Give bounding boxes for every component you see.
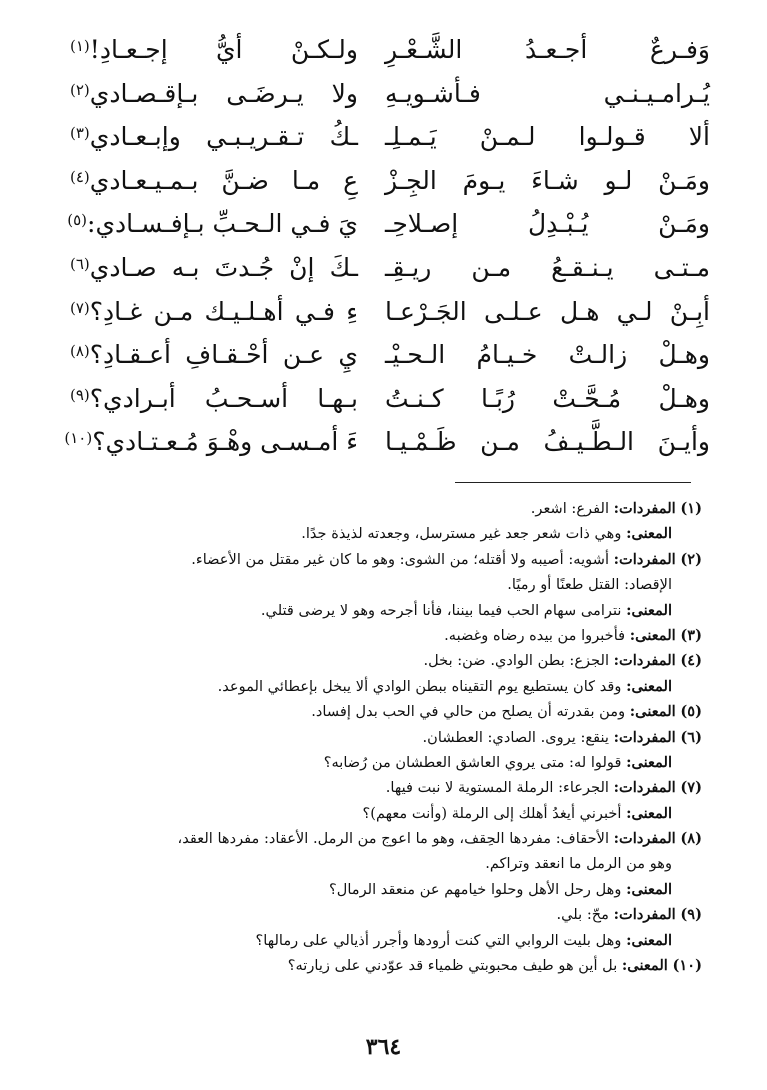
verse-first-hemistich: أبِـنْ لـي هـل عـلـى الجَـرْعـا xyxy=(385,296,710,326)
verse xyxy=(67,204,710,248)
footnote-label: المفردات: xyxy=(613,906,676,924)
footnote-text: وهل رحل الأهل وحلوا خيامهم عن منعقد الرمال؟ xyxy=(328,880,622,898)
footnote-number: (٢) xyxy=(680,550,702,568)
verse-second-hemistich xyxy=(70,74,358,114)
verse xyxy=(70,379,710,423)
hemistich-text: ولـكـنْ أيُّ إجـعـادِ! xyxy=(89,35,358,64)
footnote-label: المعنى: xyxy=(626,804,672,822)
footnote-label: المعنى: xyxy=(626,880,672,898)
footnote-number: (١٠) xyxy=(672,957,702,975)
footnote-text: وهل بليت الروابي التي كنت أرودها وأجرر أذيالي على رمالها؟ xyxy=(255,931,622,949)
footnote-text: وهي ذات شعر جعد غير مسترسل، وجعدته لذيذة جدًا. xyxy=(301,525,622,543)
verse-second-hemistich xyxy=(70,335,358,375)
verse xyxy=(70,117,710,161)
verse-second-hemistich xyxy=(70,379,358,419)
footnote-text: بل أين هو طيف محبوبتي ظمياء قد عوّدني على زيارته؟ xyxy=(287,957,618,975)
footnote-number: (٤) xyxy=(680,652,702,670)
footnote-label: المعنى: xyxy=(629,703,676,721)
hemistich-text: ءِ فـي أهـلـيـك مـن غـادِ؟ xyxy=(89,296,358,326)
footnote-ref: (٦) xyxy=(70,254,90,273)
footnote-label: المفردات: xyxy=(613,728,676,746)
footnote-ref: (٣) xyxy=(70,124,90,143)
footnote-number: (٩) xyxy=(680,906,702,924)
hemistich-text: بـهـا أسـحـبُ أبـرادي؟ xyxy=(89,383,358,413)
footnote-label: المعنى: xyxy=(626,601,672,619)
footnote-number: (٣) xyxy=(680,626,702,644)
verse xyxy=(70,161,710,205)
footnote-label: المفردات: xyxy=(613,550,676,568)
verse-first-hemistich: وهـلْ زالـتْ خـيـامُ الـحـيْـ xyxy=(385,340,710,370)
footnote-ref: (٥) xyxy=(67,211,88,230)
verse-second-hemistich xyxy=(70,30,358,70)
verse-first-hemistich: ومَـنْ يُـبْـدِلُ إصـلاحِـ xyxy=(385,209,710,239)
footnote-text: الفرع: اشعر. xyxy=(530,500,609,517)
footnote-ref: (١٠) xyxy=(64,429,93,448)
footnote-ref: (٤) xyxy=(70,167,90,186)
footnote-line xyxy=(30,750,702,775)
footnote-text: وهو من الرمل ما انعقد وتراكم. xyxy=(485,855,672,873)
footnote-number: (١) xyxy=(680,500,702,517)
footnote-line xyxy=(30,623,702,648)
footnote-line xyxy=(30,699,702,724)
footnote-line xyxy=(30,826,702,851)
footnote-line xyxy=(30,674,702,699)
footnote-ref: (١) xyxy=(70,37,90,55)
footnote-text: محّ: بلي. xyxy=(556,906,609,924)
footnote-ref: (٩) xyxy=(70,385,90,404)
verse-second-hemistich xyxy=(64,422,358,462)
footnote-text: الإقصاد: القتل طعنًا أو رميًا. xyxy=(507,576,672,594)
verse xyxy=(70,248,710,292)
verse xyxy=(64,422,710,466)
footnote-label: المعنى: xyxy=(626,931,672,949)
footnote-label: المفردات: xyxy=(613,652,676,670)
footnote-line xyxy=(30,902,702,927)
verse-first-hemistich: مـتـى يـنـقـعُ مـن ريـقِـ xyxy=(385,252,710,282)
footnote-label: المفردات: xyxy=(613,500,676,517)
footnote-label: المفردات: xyxy=(613,779,676,797)
footnote-line xyxy=(30,547,702,572)
footnote-text: أشويه: أصيبه ولا أقتله؛ من الشوى: وهو ما كان غير مقتل من الأعضاء. xyxy=(191,550,609,568)
footnote-label: المعنى: xyxy=(621,957,668,975)
poem xyxy=(64,30,710,466)
footnotes xyxy=(30,496,702,978)
verse xyxy=(70,335,710,379)
footnote-label: المعنى: xyxy=(629,626,676,644)
verse-second-hemistich xyxy=(67,204,358,244)
verse-second-hemistich xyxy=(70,248,358,288)
footnote-line xyxy=(30,648,702,673)
footnote-text: فأخبروا من بيده رضاه وغضبه. xyxy=(444,626,626,644)
footnote-text: ينقع: يروى. الصادي: العطشان. xyxy=(422,728,609,746)
verse-second-hemistich xyxy=(70,161,358,201)
footnote-text: الجرعاء: الرملة المستوية لا نبت فيها. xyxy=(385,779,609,797)
hemistich-text: ـكَ إنْ جُـدتَ بـه صـادي xyxy=(89,252,358,282)
verse-second-hemistich xyxy=(70,292,358,332)
verse-second-hemistich xyxy=(70,117,358,157)
verse-first-hemistich: وهـلْ مُـحَّـتْ رُبًـا كـنـتُ xyxy=(385,383,710,413)
footnote-line xyxy=(30,928,702,953)
footnote-text: الجزع: بطن الوادي. ضن: بخل. xyxy=(423,652,609,670)
verse xyxy=(70,74,710,118)
footnote-line xyxy=(30,572,702,597)
verse-first-hemistich: يُـرامـيـنـي فـأشـويـهِ xyxy=(385,78,710,108)
footnote-ref: (٧) xyxy=(70,298,90,317)
footnote-text: نترامى سهام الحب فيما بيننا، فأنا أجرحه وهو لا يرضى قتلي. xyxy=(260,601,622,619)
footnote-line xyxy=(30,725,702,750)
footnote-text: الأحقاف: مفردها الحِقف، وهو ما اعوج من الرمل. الأعقاد: مفردها العقد، xyxy=(177,830,609,848)
footnote-text: ومن بقدرته أن يصلح من حالي في الحب بدل إفساد. xyxy=(311,703,626,721)
footnote-label: المفردات: xyxy=(613,830,676,848)
footnote-number: (٦) xyxy=(680,728,702,746)
verse-first-hemistich: وأيـنَ الـطَّـيـفُ مـن ظَـمْـيـا xyxy=(385,427,710,457)
footnote-number: (٥) xyxy=(680,703,702,721)
footnote-text: وقد كان يستطيع يوم التقيناه ببطن الوادي ألا يبخل بإعطائي الموعد. xyxy=(217,677,622,695)
page-number: ٣٦٤ xyxy=(365,1034,402,1060)
footnote-line xyxy=(30,775,702,800)
verse xyxy=(70,30,710,74)
footnote-text: أخبرني أيغدُ أهلك إلى الرملة (وأنت معهم)؟ xyxy=(362,804,622,822)
footnote-label: المعنى: xyxy=(626,525,672,543)
footnote-ref: (٢) xyxy=(70,80,90,99)
footnote-line xyxy=(30,953,702,978)
footnote-label: المعنى: xyxy=(626,753,672,771)
footnote-line xyxy=(30,521,702,546)
footnote-label: المعنى: xyxy=(626,677,672,695)
footnote-number: (٨) xyxy=(680,830,702,848)
hemistich-text: ءَ أمـسـى وهْـوَ مُـعـتـادي؟ xyxy=(92,427,358,457)
footnote-line xyxy=(30,877,702,902)
footnote-line xyxy=(30,598,702,623)
verse-first-hemistich: ألا قـولـوا لـمـنْ يَـمـلِـ xyxy=(385,122,710,152)
verse xyxy=(70,292,710,336)
footnote-number: (٧) xyxy=(680,779,702,797)
footnote-separator xyxy=(455,482,691,483)
footnote-line xyxy=(30,851,702,876)
footnote-text: قولوا له: متى يروي العاشق العطشان من رُضابه؟ xyxy=(323,753,622,771)
hemistich-text: ولا يـرضَـى بـإقـصـادي xyxy=(89,78,358,108)
verse-first-hemistich: ومَـنْ لـو شـاءَ يـومَ الجِـزْ xyxy=(385,165,710,195)
hemistich-text: عِ مـا ضـنَّ بـمـيـعـادي xyxy=(89,165,358,195)
hemistich-text: ـكُ تـقـريـبـي وإبـعـادي xyxy=(89,122,358,152)
verse-first-hemistich: وَفـرعٌ أجـعـدُ الشَّـعْـرِ xyxy=(385,35,710,64)
footnote-line xyxy=(30,496,702,521)
hemistich-text: يَ فـي الـحـبِّ بـإفـسـادي: xyxy=(87,209,358,239)
hemistich-text: يِ عـن أحْـقـافِ أعـقـادِ؟ xyxy=(89,340,358,370)
footnote-line xyxy=(30,801,702,826)
footnote-ref: (٨) xyxy=(70,342,90,361)
